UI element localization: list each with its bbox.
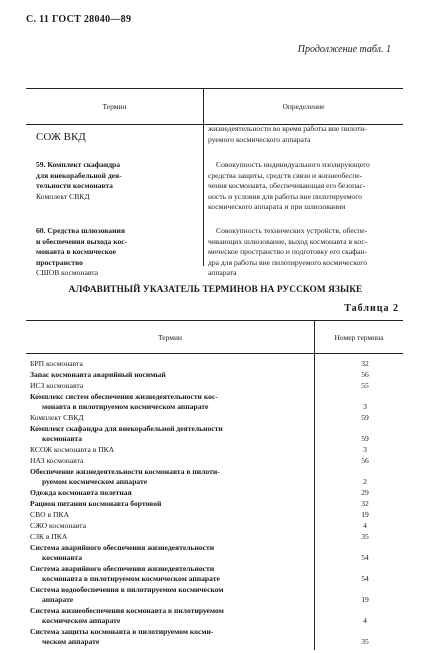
- table2-term-number: 3: [363, 445, 367, 454]
- table2-term-number: 19: [361, 510, 369, 519]
- table2-row: [30, 445, 395, 455]
- table2-term-line: КСОЖ космонавта в ПКА: [30, 445, 115, 454]
- table2-term: [30, 585, 330, 605]
- table2-term: [30, 521, 330, 531]
- table2-term: [30, 543, 330, 563]
- table1-definition: [208, 160, 403, 213]
- table2-term-number: 29: [361, 488, 369, 497]
- table1-term: [36, 160, 201, 202]
- table1-definition-line: ность и условия для работы вне пилотируемого: [208, 191, 362, 201]
- table2-term-line: Комплект скафандра для внекорабельной деятельности: [30, 424, 223, 433]
- table-continuation-label: Продолжение табл. 1: [297, 44, 391, 55]
- table1-term: [36, 132, 201, 143]
- table2-term-line: ИСЗ космонавта: [30, 381, 84, 390]
- table2-row: [30, 564, 395, 584]
- table2-term-line: Система защиты космонавта в пилотируемом косми-: [30, 627, 214, 636]
- table2-term-line: Система водообеспечения в пилотируемом космическом: [30, 585, 224, 594]
- table2-term-number: 54: [361, 574, 369, 583]
- table2-term-line: Система аварийного обеспечения жизнедеятельности: [30, 543, 215, 552]
- table2-term-line: аппарате: [42, 595, 74, 604]
- table2-row: [30, 467, 395, 487]
- table2-term-line: СЖО космонавта: [30, 521, 86, 530]
- table1-definition-line: руемого космического аппарата: [208, 134, 311, 144]
- table2-term-number: 3: [363, 402, 367, 411]
- table2-term-line: руемом космическом аппарате: [42, 477, 148, 486]
- table2-term-line: Комплект СВКД: [30, 413, 84, 422]
- table2-term: [30, 381, 330, 391]
- table1-definition-line: Совокупность технических устройств, обеспе-: [216, 226, 368, 235]
- table2-term: [30, 532, 330, 542]
- table1-definition-line: мическое пространство и подготовку его скафан-: [208, 247, 368, 256]
- table2-term-line: Обеспечение жизнедеятельности космонавта в пилоти-: [30, 467, 220, 476]
- table2-term: [30, 370, 330, 380]
- table2-term: [30, 627, 330, 647]
- table1-header-term: Термин: [102, 102, 127, 111]
- table2-term: [30, 564, 330, 584]
- table2-term-line: Рацион питания космонавта бортовой: [30, 499, 162, 508]
- table2-term: [30, 445, 330, 455]
- table1-definition: [208, 124, 403, 145]
- table2-term-line: БРП космонавта: [30, 359, 83, 368]
- table1-definition-line: чения космонавта, обеспечивающая его безопас-: [208, 181, 366, 190]
- table2-row: [30, 359, 395, 369]
- table2-term-line: НАЗ космонавта: [30, 456, 84, 465]
- table2-term-number: 59: [361, 413, 369, 422]
- table2-row: [30, 488, 395, 498]
- page-header: С. 11 ГОСТ 28040—89: [26, 14, 132, 25]
- table1-definition-line: космического аппарата и при шлюзовании: [208, 202, 346, 211]
- table1-definition-line: средства защиты, средств связи и жизнеобеспе-: [208, 170, 363, 180]
- table2-row: [30, 381, 395, 391]
- table2-term: [30, 413, 330, 423]
- table1-definition-line: аппарата: [208, 268, 237, 277]
- table2-term: [30, 510, 330, 520]
- table2-term-line: космонавта: [42, 553, 83, 562]
- table2-row: [30, 424, 395, 444]
- table2-term-number: 4: [363, 616, 367, 625]
- table2-term-line: монавта в пилотируемом космическом аппарате: [42, 402, 209, 411]
- table1-column-divider: [203, 88, 204, 266]
- table2-row: [30, 370, 395, 380]
- table2-term: [30, 359, 330, 369]
- table2-term: [30, 456, 330, 466]
- table2-term-number: 32: [361, 359, 369, 368]
- table2-term-number: 35: [361, 637, 369, 646]
- table2-row: [30, 532, 395, 542]
- table2-row: [30, 499, 395, 509]
- table1-term-line: 60. Средства шлюзования: [36, 226, 125, 235]
- table2-term: [30, 424, 330, 444]
- table1-term-line: СОЖ ВКД: [36, 131, 86, 143]
- table2-term-line: СЗК в ПКА: [30, 532, 68, 541]
- table2-term-number: 4: [363, 521, 367, 530]
- table1-top-rule: [26, 88, 403, 89]
- table2-label: Таблица 2: [344, 303, 399, 314]
- table2-header-number: Номер термина: [334, 333, 384, 342]
- table2-term: [30, 467, 330, 487]
- table2-row: [30, 413, 395, 423]
- table2-header-term: Термин: [157, 333, 183, 342]
- table2-top-rule: [26, 320, 403, 321]
- table2-term-line: Система аварийного обеспечения жизнедеятельности: [30, 564, 215, 573]
- table2-term-line: Одежда космонавта полетная: [30, 488, 132, 497]
- table2-term: [30, 392, 330, 412]
- table1-definition: [208, 226, 403, 279]
- table1-term-line: СШОВ космонавта: [36, 268, 99, 277]
- table2-row: [30, 521, 395, 531]
- section-title: АЛФАВИТНЫЙ УКАЗАТЕЛЬ ТЕРМИНОВ НА РУССКОМ ЯЗЫКЕ: [68, 285, 363, 295]
- table2-row: [30, 627, 395, 647]
- table1-term-line: для внекорабельной дея-: [36, 170, 122, 180]
- table2-term-number: 2: [363, 477, 367, 486]
- table1-header-definition: Определение: [282, 102, 325, 111]
- table1-term-line: тельности космонавта: [36, 181, 113, 190]
- table2-term-line: Комплекс систем обеспечения жизнедеятельности кос-: [30, 392, 218, 401]
- table1-definition-line: дра для работы вне пилотируемого космического: [208, 257, 368, 267]
- table1-term-line: Комплект СВКД: [36, 191, 90, 201]
- table2-term-line: космонавта в пилотируемом космическом аппарате: [42, 574, 220, 583]
- table1-term-line: монавта в космическое: [36, 247, 117, 256]
- table2-term-line: космонавта: [42, 434, 83, 443]
- table2-term-number: 35: [361, 532, 369, 541]
- table2-row: [30, 392, 395, 412]
- table2-header-rule: [26, 353, 403, 354]
- table2-row: [30, 606, 395, 626]
- table1-definition-line: жизнедеятельности во время работы вне пилоти-: [208, 124, 367, 133]
- table2-term-number: 56: [361, 456, 369, 465]
- table2-term: [30, 606, 330, 626]
- table2-term-line: Запас космонавта аварийный носимый: [30, 370, 166, 379]
- table2-term-line: космическом аппарате: [42, 616, 121, 625]
- table1-term-line: пространство: [36, 257, 83, 267]
- table2-row: [30, 456, 395, 466]
- table2-term-line: Система жизнеобеспечения космонавта в пилотируемом: [30, 606, 224, 615]
- table1-definition-line: чивающих шлюзование, выход космонавта в кос-: [208, 236, 368, 246]
- table1-term: [36, 226, 201, 279]
- table2-term-number: 59: [361, 434, 369, 443]
- table1-term-line: 59. Комплект скафандра: [36, 160, 121, 169]
- table2-term: [30, 488, 330, 498]
- table2-term-number: 56: [361, 370, 369, 379]
- table2-row: [30, 543, 395, 563]
- table2-term-line: СВО в ПКА: [30, 510, 70, 519]
- table2-term-number: 19: [361, 595, 369, 604]
- table1-definition-line: Совокупность индивидуального изолирующего: [216, 160, 370, 169]
- table2-row: [30, 510, 395, 520]
- table1-term-line: и обеспечения выхода кос-: [36, 236, 128, 246]
- table2-term-number: 55: [361, 381, 369, 390]
- table2-term-line: ческом аппарате: [42, 637, 100, 646]
- table2-term-number: 54: [361, 553, 369, 562]
- table2-term: [30, 499, 330, 509]
- table2-term-number: 32: [361, 499, 369, 508]
- table2-row: [30, 585, 395, 605]
